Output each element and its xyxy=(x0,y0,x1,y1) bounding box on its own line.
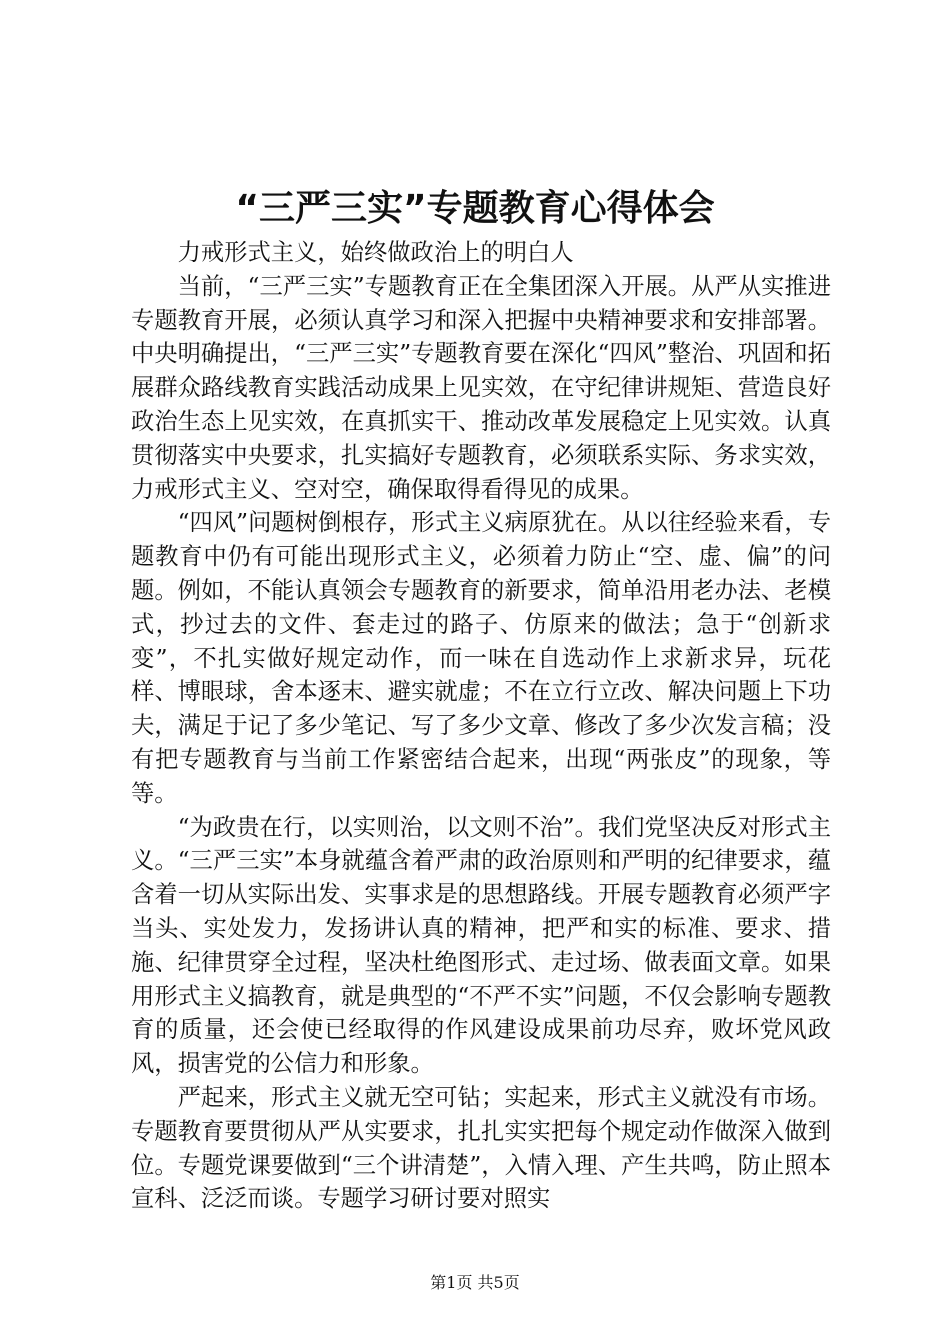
page-number-footer: 第1页 共5页 xyxy=(430,1273,520,1292)
document-title: “三严三实”专题教育心得体会 xyxy=(235,188,715,229)
subtitle-paragraph: 力戒形式主义，始终做政治上的明白人 xyxy=(177,239,574,266)
body-paragraph: 当前，“三严三实”专题教育正在全集团深入开展。从严从实推进专题教育开展，必须认真学习和深入把握中央精神要求和安排部署。中央明确提出，“三严三实”专题教育要在深化“四风”整治、巩固和拓展群众路线教育实践活动成果上见实效，在守纪律讲规矩、营造良好政治生态上见实效，在真抓实干、推动改革发展稳定上见实效。认真贯彻落实中央要求，扎实搞好专题教育，必须联系实际、务求实效，力戒形式主义、空对空，确保取得看得见的成果。 xyxy=(131,272,831,503)
body-paragraph: “四风”问题树倒根存，形式主义病原犹在。从以往经验来看，专题教育中仍有可能出现形式主义，必须着力防止“空、虚、偏”的问题。例如，不能认真领会专题教育的新要求，简单沿用老办法、老模式，抄过去的文件、套走过的路子、仿原来的做法；急于“创新求变”，不扎实做好规定动作，而一味在自选动作上求新求异，玩花样、博眼球，舍本逐末、避实就虚；不在立行立改、解决问题上下功夫，满足于记了多少笔记、写了多少文章、修改了多少次发言稿；没有把专题教育与当前工作紧密结合起来，出现“两张皮”的现象，等等。 xyxy=(131,509,831,807)
body-paragraph: “为政贵在行，以实则治，以文则不治”。我们党坚决反对形式主义。“三严三实”本身就蕴含着严肃的政治原则和严明的纪律要求，蕴含着一切从实际出发、实事求是的思想路线。开展专题教育必须严字当头、实处发力，发扬讲认真的精神，把严和实的标准、要求、措施、纪律贯穿全过程，坚决杜绝图形式、走过场、做表面文章。如果用形式主义搞教育，就是典型的“不严不实”问题，不仅会影响专题教育的质量，还会使已经取得的作风建设成果前功尽弃，败坏党风政风，损害党的公信力和形象。 xyxy=(131,813,831,1078)
body-paragraph: 严起来，形式主义就无空可钻；实起来，形式主义就没有市场。专题教育要贯彻从严从实要求，扎扎实实把每个规定动作做深入做到位。专题党课要做到“三个讲清楚”，入情入理、产生共鸣，防止照本宣科、泛泛而谈。专题学习研讨要对照实 xyxy=(131,1083,831,1213)
document-body xyxy=(131,236,831,1216)
